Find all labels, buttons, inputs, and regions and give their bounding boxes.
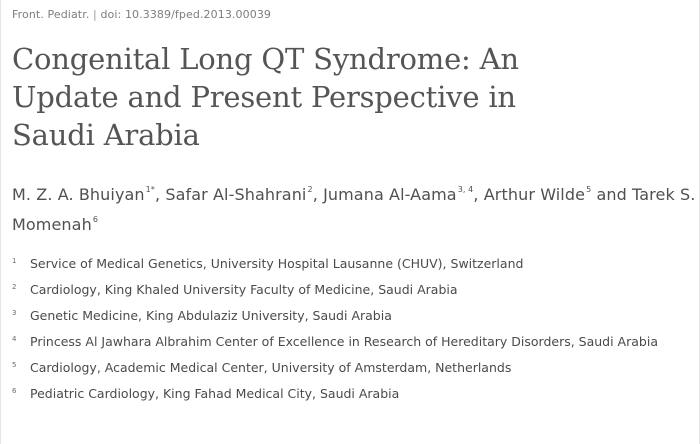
citation-line <box>12 8 271 21</box>
author-entry <box>12 185 160 204</box>
title-line: Update and Present Perspective in <box>12 80 516 114</box>
affiliation-item <box>12 282 692 298</box>
journal-name: Front. Pediatr. <box>12 8 90 21</box>
affiliation-number: 2 <box>12 283 17 291</box>
author-entry <box>323 185 479 204</box>
author-affiliation-ref: 3, 4 <box>457 185 474 194</box>
affiliation-number: 6 <box>12 387 17 395</box>
affiliation-number: 1 <box>12 257 17 265</box>
affiliation-text: Service of Medical Genetics, University Hospital Lausanne (CHUV), Switzerland <box>30 256 524 271</box>
affiliation-number: 5 <box>12 361 17 369</box>
author-entry <box>484 185 627 204</box>
author-separator: , <box>312 185 318 204</box>
affiliation-item <box>12 256 692 272</box>
author-affiliation-ref: 5 <box>586 185 592 194</box>
affiliation-text: Princess Al Jawhara Albrahim Center of Excellence in Research of Hereditary Disorders, Saudi Arabia <box>30 334 658 349</box>
author-separator: , <box>473 185 479 204</box>
author-separator: and <box>591 185 627 204</box>
title-line: Congenital Long QT Syndrome: An <box>12 42 519 76</box>
affiliation-item <box>12 308 692 324</box>
author-link[interactable]: Arthur Wilde <box>483 185 586 204</box>
doi-link[interactable]: doi: 10.3389/fped.2013.00039 <box>100 8 272 21</box>
affiliation-list <box>12 256 692 412</box>
affiliation-item <box>12 334 692 350</box>
author-affiliation-ref: 2 <box>307 185 313 194</box>
affiliation-item <box>12 360 692 376</box>
affiliation-number: 4 <box>12 335 17 343</box>
author-link[interactable]: Tarek S. Momenah <box>12 185 696 234</box>
author-link[interactable]: Jumana Al-Aama <box>323 185 457 204</box>
article-title <box>12 40 652 154</box>
author-link[interactable]: M. Z. A. Bhuiyan <box>12 185 145 204</box>
separator: | <box>93 8 97 21</box>
affiliation-item <box>12 386 692 402</box>
affiliation-text: Genetic Medicine, King Abdulaziz University, Saudi Arabia <box>30 308 392 323</box>
affiliation-number: 3 <box>12 309 17 317</box>
affiliation-text: Pediatric Cardiology, King Fahad Medical City, Saudi Arabia <box>30 386 400 401</box>
title-line: Saudi Arabia <box>12 118 200 152</box>
author-affiliation-ref: 6 <box>92 215 99 224</box>
affiliation-text: Cardiology, Academic Medical Center, University of Amsterdam, Netherlands <box>30 360 512 375</box>
author-list <box>12 180 697 240</box>
author-entry <box>165 185 318 204</box>
author-affiliation-ref: 1* <box>145 185 155 194</box>
author-link[interactable]: Safar Al-Shahrani <box>165 185 307 204</box>
author-separator: , <box>154 185 161 204</box>
affiliation-text: Cardiology, King Khaled University Faculty of Medicine, Saudi Arabia <box>30 282 458 297</box>
